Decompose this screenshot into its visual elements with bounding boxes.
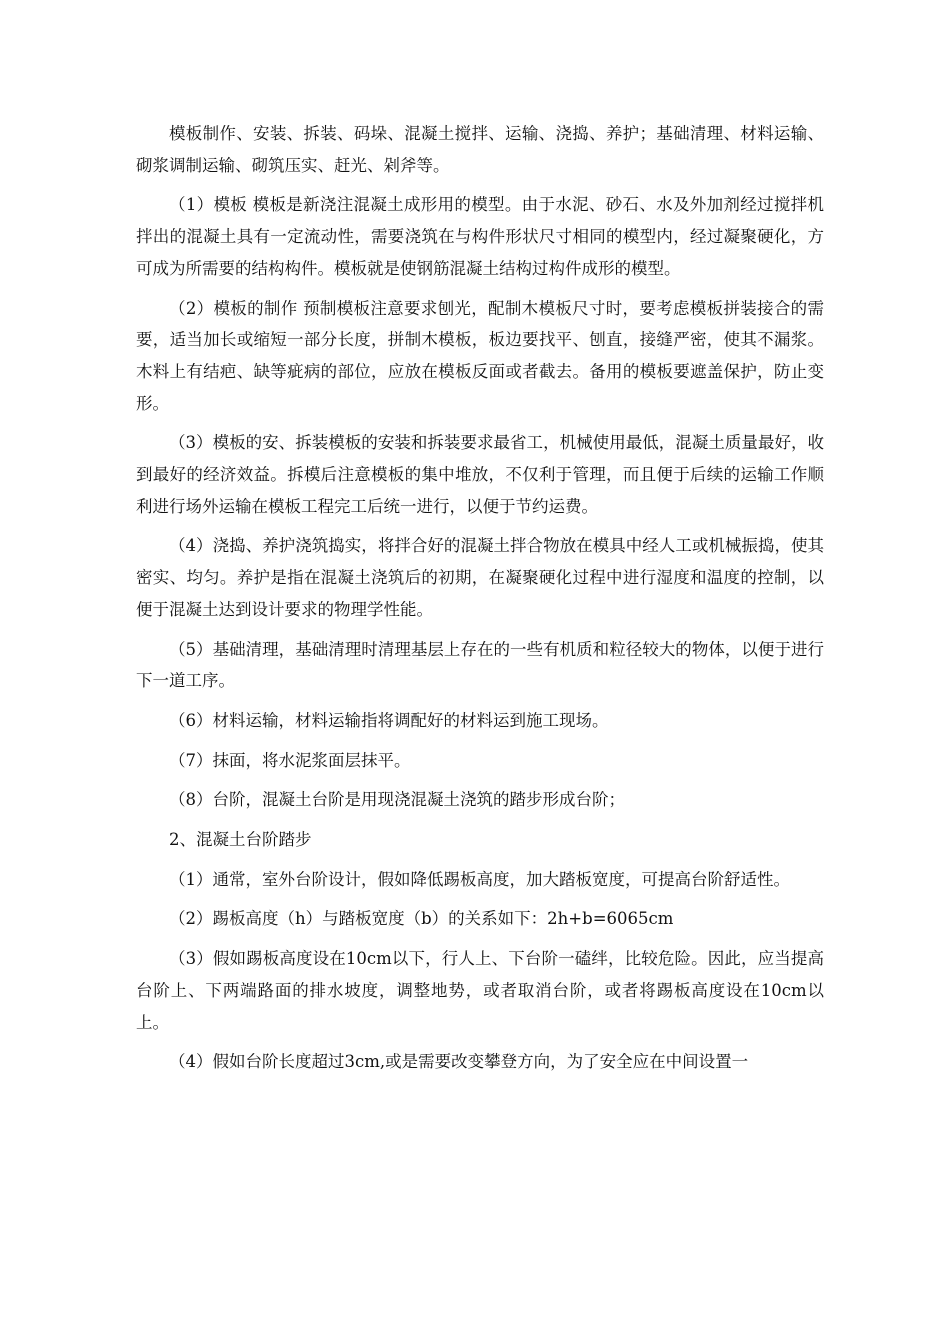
paragraph-plastering: （7）抹面，将水泥浆面层抹平。 — [169, 750, 411, 770]
paragraph-work-scope: 模板制作、安装、拆装、码垛、混凝土搅拌、运输、浇捣、养护；基础清理、材料运输、砌浆调制运输、砌筑压实、赶光、剁斧等。 — [136, 124, 824, 175]
paragraph-riser-height: （3）假如踢板高度设在10cm以下，行人上、下台阶一磕绊，比较危险。因此，应当提高台阶上、下两端路面的排水坡度，调整地势，或者取消台阶，或者将踢板高度设在10cm以上。 — [136, 949, 824, 1032]
paragraph-step-length: （4）假如台阶长度超过3cm,或是需要改变攀登方向，为了安全应在中间设置一 — [169, 1052, 749, 1072]
paragraph-material-transport: （6）材料运输，材料运输指将调配好的材料运到施工现场。 — [169, 710, 609, 730]
paragraph-foundation-cleaning: （5）基础清理，基础清理时清理基层上存在的一些有机质和粒径较大的物体，以便于进行下一道工序。 — [136, 639, 824, 691]
paragraph-formwork-definition: （1）模板 模板是新浇注混凝土成形用的模型。由于水泥、砂石、水及外加剂经过搅拌机拌出的混凝土具有一定流动性，需要浇筑在与构件形状尺寸相同的模型内，经过凝聚硬化，方可成为所需要的结构构件。模板就是使钢筋混凝土结构过构件成形的模型。 — [136, 195, 824, 278]
paragraph-steps: （8）台阶，混凝土台阶是用现浇混凝土浇筑的踏步形成台阶； — [169, 790, 625, 810]
document-body — [136, 118, 824, 1086]
paragraph-formwork-installation: （3）模板的安、拆装模板的安装和拆装要求最省工，机械使用最低，混凝土质量最好，收到最好的经济效益。拆模后注意模板的集中堆放，不仅利于管理，而且便于后续的运输工作顺利进行场外运输在模板工程完工后统一进行，以便于节约运费。 — [136, 433, 824, 516]
paragraph-step-comfort: （1）通常，室外台阶设计，假如降低踢板高度，加大踏板宽度，可提高台阶舒适性。 — [169, 869, 790, 889]
paragraph-pouring-curing: （4）浇捣、养护浇筑捣实，将拌合好的混凝土拌合物放在模具中经人工或机械振捣，使其密实、均匀。养护是指在混凝土浇筑后的初期，在凝聚硬化过程中进行湿度和温度的控制，以便于混凝土达到设计要求的物理学性能。 — [136, 536, 824, 619]
paragraph-riser-tread-formula: （2）踢板高度（h）与踏板宽度（b）的关系如下：2h+b=6065cm — [169, 909, 674, 929]
section-heading-concrete-steps: 2、混凝土台阶踏步 — [169, 830, 312, 850]
paragraph-formwork-fabrication: （2）模板的制作 预制模板注意要求刨光，配制木模板尺寸时，要考虑模板拼装接合的需要，适当加长或缩短一部分长度，拼制木模板，板边要找平、刨直，接缝严密，使其不漏浆。木料上有结疤、缺等疵病的部位，应放在模板反面或者截去。备用的模板要遮盖保护，防止变形。 — [136, 298, 824, 413]
